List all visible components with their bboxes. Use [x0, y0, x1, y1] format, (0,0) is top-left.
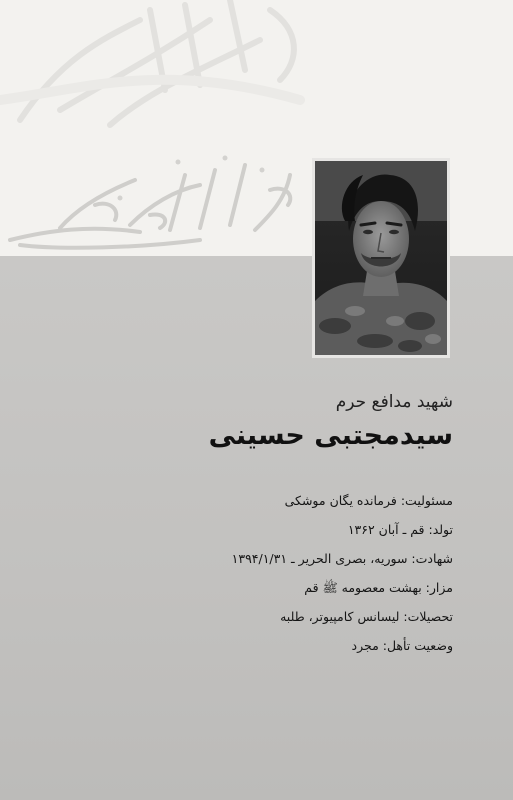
details-list	[123, 486, 453, 660]
calligraphy-logo	[0, 0, 320, 256]
detail-education: تحصیلات: لیسانس کامپیوتر، طلبه	[280, 609, 453, 624]
detail-marital-status: وضعیت تأهل: مجرد	[351, 638, 453, 653]
subtitle: شهید مدافع حرم	[335, 392, 453, 412]
detail-responsibility: مسئولیت: فرمانده یگان موشکی	[284, 493, 453, 508]
martyr-name: سیدمجتبی حسینی	[208, 420, 453, 451]
detail-burial: مزار: بهشت معصومه ﷺ قم	[304, 580, 453, 595]
portrait-frame	[312, 158, 450, 358]
detail-birth: تولد: قم ـ آبان ۱۳۶۲	[347, 522, 453, 537]
portrait-photo	[315, 161, 447, 355]
title-block	[123, 390, 453, 454]
detail-martyrdom: شهادت: سوریه، بصری الحریر ـ ۱۳۹۴/۱/۳۱	[231, 551, 453, 566]
